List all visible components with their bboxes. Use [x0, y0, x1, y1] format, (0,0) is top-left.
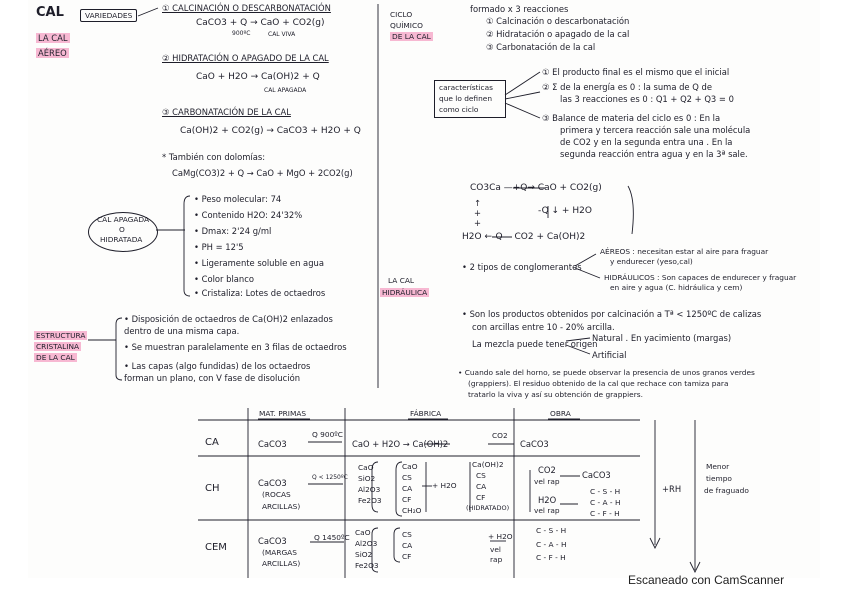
- row-label-cem: CEM: [205, 542, 227, 553]
- char-2a: ② Σ de la energía es 0 : la suma de Q de: [542, 82, 712, 92]
- variedades-box: VARIEDADES: [80, 9, 137, 22]
- aereos-line: AÉREOS : necesitan estar al aire para fraguar: [600, 247, 769, 256]
- table-cell: + H2O: [432, 481, 457, 490]
- cycle-sign: +: [474, 208, 482, 218]
- table-cell: Al2O3: [358, 485, 381, 494]
- hidraulicos-line-2: en aire y agua (C. hidráulica y cem): [610, 283, 743, 292]
- hydration-cal-apagada: CAL APAGADA: [264, 87, 307, 94]
- hydration-heading: ② HIDRATACIÓN O APAGADO DE LA CAL: [162, 53, 329, 63]
- cycle-bottom: H2O ←-Q— CO2 + Ca(OH)2: [462, 232, 586, 242]
- aereos-line-2: y endurecer (yeso,cal): [610, 257, 693, 266]
- origen-natural: Natural . En yacimiento (margas): [592, 333, 732, 343]
- cycle-sign: ↑: [474, 198, 482, 208]
- ciclo-label-2: QUÍMICO: [390, 21, 423, 30]
- table-cell: C - A - H: [536, 540, 567, 549]
- tag-la-cal: LA CAL: [38, 33, 68, 43]
- plus-rh: +RH: [662, 484, 682, 494]
- table-cell: CaCO3: [520, 439, 549, 449]
- table-cell: CaCO3: [582, 470, 611, 480]
- table-cell: CaO: [358, 463, 374, 472]
- char-2b: las 3 reacciones es 0 : Q1 + Q2 + Q3 = 0: [560, 94, 734, 104]
- table-cell: CaCO3: [258, 478, 287, 488]
- cycle-sign: +: [474, 218, 482, 228]
- ciclo-step: ② Hidratación o apagado de la cal: [486, 29, 630, 39]
- property-item: • PH = 12'5: [194, 242, 244, 252]
- carbonation-heading: ③ CARBONATACIÓN DE LA CAL: [162, 107, 291, 117]
- table-cell: Fe2O3: [355, 561, 379, 570]
- table-cell: Al2O3: [355, 539, 378, 548]
- table-cell: Q 900ºC: [312, 430, 343, 439]
- table-cell: Q 1450ºC: [314, 533, 350, 542]
- cycle-mid: -Q ↓ + H2O: [538, 206, 592, 216]
- table-cell: CF: [476, 493, 486, 502]
- table-cell: rap: [490, 555, 503, 564]
- table-cell: (HIDRATADO): [466, 504, 510, 512]
- table-cell: CA: [402, 541, 413, 550]
- property-item: • Contenido H2O: 24'32%: [194, 210, 303, 220]
- page-title: CAL: [36, 5, 64, 20]
- productos-1: • Son los productos obtenidos por calcinación a Tª < 1250ºC de calizas: [462, 309, 762, 319]
- table-header: FÁBRICA: [410, 409, 442, 418]
- table-cell: (MARGAS: [262, 548, 297, 557]
- char-3c: de CO2 y en la segunda entra una . En la: [560, 137, 733, 147]
- carbonation-equation: Ca(OH)2 + CO2(g) → CaCO3 + H2O + Q: [180, 126, 361, 136]
- table-cell: CaO: [402, 462, 418, 471]
- side-note: de fraguado: [704, 486, 749, 495]
- table-cell: CS: [476, 471, 486, 480]
- caracteristicas-line: como ciclo: [439, 105, 479, 114]
- estructura-line: dentro de una misma capa.: [124, 326, 240, 336]
- table-cell: C - S - H: [590, 487, 621, 496]
- ciclo-label-1: CICLO: [390, 10, 413, 19]
- oval-line-3: HIDRATADA: [100, 235, 143, 244]
- estructura-line: forman un plano, con V fase de disolución: [124, 373, 301, 383]
- table-cell: CO2: [492, 431, 508, 440]
- table-cell: CO2: [538, 465, 556, 475]
- productos-3: La mezcla puede tener origen: [472, 339, 598, 349]
- table-cell: C - F - H: [590, 509, 620, 518]
- ciclo-intro: formado x 3 reacciones: [470, 4, 569, 14]
- char-3a: ③ Balance de materia del ciclo es 0 : En la: [542, 113, 721, 123]
- hydration-equation: CaO + H2O → Ca(OH)2 + Q: [196, 72, 320, 82]
- table-cell: SiO2: [358, 474, 376, 483]
- property-item: • Dmax: 2'24 g/ml: [194, 226, 272, 236]
- table-header: OBRA: [550, 409, 571, 418]
- estructura-line: • Se muestran paralelamente en 3 filas de octaedros: [124, 342, 347, 352]
- table-cell: ARCILLAS): [262, 559, 301, 568]
- caracteristicas-line: que lo definen: [439, 94, 493, 103]
- property-item: • Cristaliza: Lotes de octaedros: [194, 288, 326, 298]
- table-cell: Q < 1250ºC: [312, 474, 348, 481]
- table-cell: vel rap: [534, 477, 560, 486]
- table-cell: CF: [402, 495, 412, 504]
- ciclo-step: ③ Carbonatación de la cal: [486, 42, 596, 52]
- estructura-label-2: CRISTALINA: [36, 342, 80, 351]
- table-cell: ARCILLAS): [262, 502, 301, 511]
- caracteristicas-line: características: [439, 83, 494, 92]
- cycle-top: CO3Ca —+Q→ CaO + CO2(g): [470, 183, 602, 193]
- table-cell: (ROCAS: [262, 490, 291, 499]
- camscanner-watermark: Escaneado con CamScanner: [628, 573, 785, 587]
- ciclo-label-3: DE LA CAL: [392, 32, 431, 41]
- estructura-label-3: DE LA CAL: [36, 353, 75, 362]
- calcination-equation: CaCO3 + Q → CaO + CO2(g): [196, 18, 325, 28]
- productos-2: con arcillas entre 10 - 20% arcilla.: [472, 322, 615, 332]
- oval-line-1: CAL APAGADA: [97, 215, 150, 224]
- calcination-temp: 900ºC: [232, 30, 251, 37]
- row-label-ca: CA: [205, 437, 219, 448]
- calcination-cal-viva: CAL VIVA: [268, 31, 296, 38]
- cuando-2: (grappiers). El residuo obtenido de la cal que rechace con tamiza para: [468, 379, 729, 388]
- table-cell: CaO: [355, 528, 371, 537]
- table-cell: + H2O: [488, 532, 513, 541]
- property-item: • Peso molecular: 74: [194, 194, 282, 204]
- char-3d: segunda reacción entra agua y en la 3ª sale.: [560, 149, 748, 159]
- ciclo-step: ① Calcinación o descarbonatación: [486, 16, 630, 26]
- oval-line-2: O: [119, 225, 125, 234]
- table-cell: SiO2: [355, 550, 373, 559]
- table-cell: CS: [402, 473, 412, 482]
- property-item: • Ligeramente soluble en agua: [194, 258, 324, 268]
- row-label-ch: CH: [205, 483, 220, 494]
- table-cell: H2O: [538, 495, 557, 505]
- table-cell: C - A - H: [590, 498, 621, 507]
- hidraulica-label-2: HIDRÁULICA: [382, 288, 428, 297]
- origen-artificial: Artificial: [592, 350, 627, 360]
- dolomite-equation: CaMg(CO3)2 + Q → CaO + MgO + 2CO2(g): [172, 168, 353, 178]
- hidraulicos-line: HIDRÁULICOS : Son capaces de endurecer y fraguar: [604, 273, 797, 282]
- estructura-label-1: ESTRUCTURA: [36, 331, 86, 340]
- char-3b: primera y tercera reacción sale una molécula: [560, 125, 751, 135]
- table-cell: CA: [402, 484, 413, 493]
- table-cell: CaCO3: [258, 536, 287, 546]
- tag-aereo: AÉREO: [38, 48, 67, 58]
- table-cell: vel: [490, 545, 501, 554]
- char-1: ① El producto final es el mismo que el inicial: [542, 67, 730, 77]
- estructura-line: • Disposición de octaedros de Ca(OH)2 enlazados: [124, 314, 333, 324]
- table-cell: CS: [402, 530, 412, 539]
- calcination-heading: ① CALCINACIÓN O DESCARBONATACIÓN: [162, 3, 331, 13]
- property-item: • Color blanco: [194, 274, 254, 284]
- cuando-3: tratarlo la viva y así su obtención de grappiers.: [468, 390, 643, 399]
- table-cell: CA: [476, 482, 487, 491]
- table-cell: CH₂O: [402, 506, 422, 515]
- table-cell: CaCO3: [258, 439, 287, 449]
- table-cell: C - F - H: [536, 553, 566, 562]
- table-cell: CF: [402, 552, 412, 561]
- estructura-line: • Las capas (algo fundidas) de los octaedros: [124, 361, 311, 371]
- dolomite-note: * También con dolomías:: [162, 152, 266, 162]
- table-cell: Ca(OH)2: [472, 460, 504, 469]
- table-cell: Fe2O3: [358, 496, 382, 505]
- hidraulica-label-1: LA CAL: [388, 276, 415, 285]
- cuando-1: • Cuando sale del horno, se puede observar la presencia de unos granos verdes: [458, 368, 755, 377]
- table-cell: C - S - H: [536, 526, 567, 535]
- conglomerantes: • 2 tipos de conglomerantes: [462, 262, 582, 272]
- table-cell: vel rap: [534, 506, 560, 515]
- side-note: tiempo: [706, 474, 732, 483]
- table-cell: CaO + H2O → Ca(OH)2: [352, 439, 449, 449]
- side-note: Menor: [706, 462, 730, 471]
- table-header: MAT. PRIMAS: [259, 409, 307, 418]
